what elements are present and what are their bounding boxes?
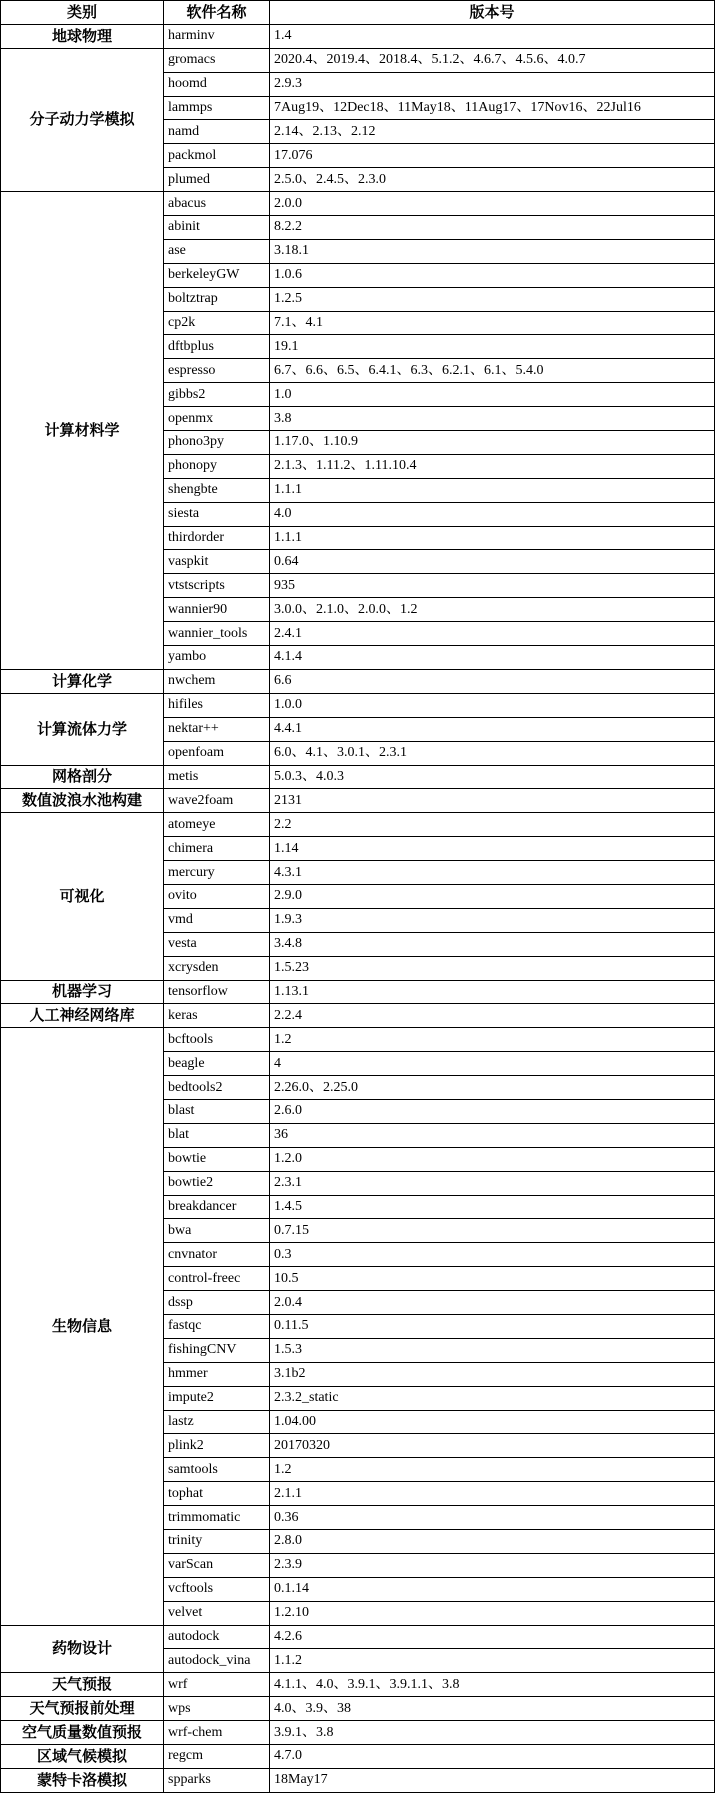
version-cell: 6.0、4.1、3.0.1、2.3.1: [270, 741, 715, 765]
category-cell: 计算流体力学: [1, 693, 164, 765]
software-name-cell: bowtie2: [164, 1171, 270, 1195]
software-name-cell: lammps: [164, 96, 270, 120]
version-cell: 2.3.1: [270, 1171, 715, 1195]
software-name-cell: abinit: [164, 216, 270, 240]
version-cell: 18May17: [270, 1768, 715, 1792]
software-name-cell: namd: [164, 120, 270, 144]
table-row: [1, 48, 715, 72]
software-name-cell: nwchem: [164, 669, 270, 693]
software-name-cell: openmx: [164, 407, 270, 431]
software-name-cell: nektar++: [164, 717, 270, 741]
version-cell: 10.5: [270, 1267, 715, 1291]
software-name-cell: abacus: [164, 192, 270, 216]
software-name-cell: blat: [164, 1123, 270, 1147]
software-name-cell: wannier90: [164, 598, 270, 622]
category-cell: 可视化: [1, 813, 164, 980]
version-cell: 1.5.3: [270, 1338, 715, 1362]
software-name-cell: bwa: [164, 1219, 270, 1243]
software-name-cell: trimmomatic: [164, 1506, 270, 1530]
version-cell: 8.2.2: [270, 216, 715, 240]
version-cell: 0.7.15: [270, 1219, 715, 1243]
version-cell: 2.8.0: [270, 1530, 715, 1554]
version-cell: 0.36: [270, 1506, 715, 1530]
version-cell: 1.04.00: [270, 1410, 715, 1434]
version-cell: 7.1、4.1: [270, 311, 715, 335]
software-name-cell: vmd: [164, 908, 270, 932]
software-name-cell: trinity: [164, 1530, 270, 1554]
software-name-cell: vesta: [164, 932, 270, 956]
version-header: 版本号: [270, 1, 715, 25]
category-cell: 生物信息: [1, 1028, 164, 1625]
software-name-cell: vaspkit: [164, 550, 270, 574]
table-row: [1, 1768, 715, 1792]
category-cell: 分子动力学模拟: [1, 48, 164, 191]
software-name-cell: impute2: [164, 1386, 270, 1410]
version-cell: 2.5.0、2.4.5、2.3.0: [270, 168, 715, 192]
software-name-cell: spparks: [164, 1768, 270, 1792]
version-cell: 2.2.4: [270, 1004, 715, 1028]
software-name-cell: berkeleyGW: [164, 263, 270, 287]
table-row: [1, 192, 715, 216]
version-cell: 4.1.1、4.0、3.9.1、3.9.1.1、3.8: [270, 1673, 715, 1697]
version-cell: 0.64: [270, 550, 715, 574]
version-cell: 1.9.3: [270, 908, 715, 932]
software-name-cell: atomeye: [164, 813, 270, 837]
version-cell: 1.4.5: [270, 1195, 715, 1219]
table-row: [1, 1004, 715, 1028]
version-cell: 935: [270, 574, 715, 598]
version-cell: 19.1: [270, 335, 715, 359]
software-name-cell: fishingCNV: [164, 1338, 270, 1362]
version-cell: 2.26.0、2.25.0: [270, 1076, 715, 1100]
table-body: [1, 24, 715, 1792]
table-row: [1, 980, 715, 1004]
table-row: [1, 693, 715, 717]
table-row: [1, 765, 715, 789]
version-cell: 1.0.0: [270, 693, 715, 717]
category-cell: 计算化学: [1, 669, 164, 693]
software-name-cell: espresso: [164, 359, 270, 383]
table-row: [1, 813, 715, 837]
software-name-cell: ase: [164, 239, 270, 263]
version-cell: 2.14、2.13、2.12: [270, 120, 715, 144]
software-header: 软件名称: [164, 1, 270, 25]
software-name-cell: vcftools: [164, 1577, 270, 1601]
software-name-cell: wrf-chem: [164, 1721, 270, 1745]
software-name-cell: wps: [164, 1697, 270, 1721]
software-name-cell: tophat: [164, 1482, 270, 1506]
software-name-cell: wannier_tools: [164, 622, 270, 646]
version-cell: 1.2.10: [270, 1601, 715, 1625]
software-name-cell: keras: [164, 1004, 270, 1028]
version-cell: 36: [270, 1123, 715, 1147]
software-name-cell: hifiles: [164, 693, 270, 717]
version-cell: 0.3: [270, 1243, 715, 1267]
software-name-cell: thirdorder: [164, 526, 270, 550]
version-cell: 1.1.1: [270, 478, 715, 502]
software-name-cell: xcrysden: [164, 956, 270, 980]
software-name-cell: metis: [164, 765, 270, 789]
category-cell: 药物设计: [1, 1625, 164, 1673]
category-cell: 数值波浪水池构建: [1, 789, 164, 813]
version-cell: 3.0.0、2.1.0、2.0.0、1.2: [270, 598, 715, 622]
version-cell: 2.2: [270, 813, 715, 837]
software-name-cell: hmmer: [164, 1362, 270, 1386]
version-cell: 2.1.3、1.11.2、1.11.10.4: [270, 454, 715, 478]
category-header: 类别: [1, 1, 164, 25]
version-cell: 3.18.1: [270, 239, 715, 263]
software-name-cell: tensorflow: [164, 980, 270, 1004]
table-row: [1, 1028, 715, 1052]
software-name-cell: velvet: [164, 1601, 270, 1625]
version-cell: 1.2: [270, 1458, 715, 1482]
version-cell: 1.1.2: [270, 1649, 715, 1673]
table-header: [1, 1, 715, 25]
category-cell: 网格剖分: [1, 765, 164, 789]
table-row: [1, 1745, 715, 1769]
version-cell: 1.2.5: [270, 287, 715, 311]
version-cell: 2.3.9: [270, 1553, 715, 1577]
software-name-cell: bedtools2: [164, 1076, 270, 1100]
software-name-cell: varScan: [164, 1553, 270, 1577]
software-name-cell: wave2foam: [164, 789, 270, 813]
version-cell: 1.2: [270, 1028, 715, 1052]
version-cell: 2020.4、2019.4、2018.4、5.1.2、4.6.7、4.5.6、4.0.7: [270, 48, 715, 72]
version-cell: 4.3.1: [270, 861, 715, 885]
version-cell: 2.4.1: [270, 622, 715, 646]
software-name-cell: bcftools: [164, 1028, 270, 1052]
category-cell: 天气预报: [1, 1673, 164, 1697]
table-row: [1, 1625, 715, 1649]
software-name-cell: plumed: [164, 168, 270, 192]
software-name-cell: phonopy: [164, 454, 270, 478]
header-row: [1, 1, 715, 25]
software-name-cell: autodock: [164, 1625, 270, 1649]
version-cell: 3.1b2: [270, 1362, 715, 1386]
category-cell: 蒙特卡洛模拟: [1, 1768, 164, 1792]
software-name-cell: autodock_vina: [164, 1649, 270, 1673]
version-cell: 17.076: [270, 144, 715, 168]
version-cell: 0.11.5: [270, 1314, 715, 1338]
version-cell: 2131: [270, 789, 715, 813]
version-cell: 1.0: [270, 383, 715, 407]
version-cell: 0.1.14: [270, 1577, 715, 1601]
version-cell: 1.1.1: [270, 526, 715, 550]
software-name-cell: openfoam: [164, 741, 270, 765]
software-name-cell: beagle: [164, 1052, 270, 1076]
version-cell: 4.4.1: [270, 717, 715, 741]
software-name-cell: hoomd: [164, 72, 270, 96]
software-name-cell: ovito: [164, 884, 270, 908]
version-cell: 20170320: [270, 1434, 715, 1458]
version-cell: 2.0.0: [270, 192, 715, 216]
software-name-cell: plink2: [164, 1434, 270, 1458]
version-cell: 2.6.0: [270, 1099, 715, 1123]
table-row: [1, 1721, 715, 1745]
software-name-cell: vtstscripts: [164, 574, 270, 598]
version-cell: 1.13.1: [270, 980, 715, 1004]
version-cell: 7Aug19、12Dec18、11May18、11Aug17、17Nov16、22Jul16: [270, 96, 715, 120]
version-cell: 4: [270, 1052, 715, 1076]
software-name-cell: wrf: [164, 1673, 270, 1697]
software-name-cell: mercury: [164, 861, 270, 885]
version-cell: 4.0、3.9、38: [270, 1697, 715, 1721]
version-cell: 1.2.0: [270, 1147, 715, 1171]
version-cell: 3.4.8: [270, 932, 715, 956]
category-cell: 人工神经网络库: [1, 1004, 164, 1028]
version-cell: 1.0.6: [270, 263, 715, 287]
software-name-cell: yambo: [164, 646, 270, 670]
version-cell: 6.7、6.6、6.5、6.4.1、6.3、6.2.1、6.1、5.4.0: [270, 359, 715, 383]
software-name-cell: dftbplus: [164, 335, 270, 359]
version-cell: 4.7.0: [270, 1745, 715, 1769]
software-name-cell: packmol: [164, 144, 270, 168]
version-cell: 1.5.23: [270, 956, 715, 980]
software-name-cell: cnvnator: [164, 1243, 270, 1267]
version-cell: 5.0.3、4.0.3: [270, 765, 715, 789]
software-name-cell: harminv: [164, 24, 270, 48]
software-name-cell: regcm: [164, 1745, 270, 1769]
version-cell: 3.8: [270, 407, 715, 431]
version-cell: 3.9.1、3.8: [270, 1721, 715, 1745]
software-name-cell: bowtie: [164, 1147, 270, 1171]
version-cell: 1.14: [270, 837, 715, 861]
software-name-cell: dssp: [164, 1291, 270, 1315]
version-cell: 2.1.1: [270, 1482, 715, 1506]
software-name-cell: control-freec: [164, 1267, 270, 1291]
table-row: [1, 1673, 715, 1697]
category-cell: 区域气候模拟: [1, 1745, 164, 1769]
software-name-cell: shengbte: [164, 478, 270, 502]
version-cell: 2.3.2_static: [270, 1386, 715, 1410]
version-cell: 1.4: [270, 24, 715, 48]
version-cell: 2.9.0: [270, 884, 715, 908]
software-name-cell: fastqc: [164, 1314, 270, 1338]
software-name-cell: siesta: [164, 502, 270, 526]
version-cell: 2.9.3: [270, 72, 715, 96]
software-name-cell: gibbs2: [164, 383, 270, 407]
software-name-cell: chimera: [164, 837, 270, 861]
software-name-cell: boltztrap: [164, 287, 270, 311]
version-cell: 2.0.4: [270, 1291, 715, 1315]
software-name-cell: phono3py: [164, 431, 270, 455]
table-row: [1, 669, 715, 693]
category-cell: 计算材料学: [1, 192, 164, 670]
software-name-cell: breakdancer: [164, 1195, 270, 1219]
category-cell: 天气预报前处理: [1, 1697, 164, 1721]
software-name-cell: samtools: [164, 1458, 270, 1482]
version-cell: 4.2.6: [270, 1625, 715, 1649]
category-cell: 机器学习: [1, 980, 164, 1004]
version-cell: 4.0: [270, 502, 715, 526]
version-cell: 1.17.0、1.10.9: [270, 431, 715, 455]
category-cell: 空气质量数值预报: [1, 1721, 164, 1745]
software-name-cell: lastz: [164, 1410, 270, 1434]
table-row: [1, 789, 715, 813]
software-name-cell: cp2k: [164, 311, 270, 335]
software-name-cell: gromacs: [164, 48, 270, 72]
table-row: [1, 24, 715, 48]
version-cell: 6.6: [270, 669, 715, 693]
table-row: [1, 1697, 715, 1721]
category-cell: 地球物理: [1, 24, 164, 48]
version-cell: 4.1.4: [270, 646, 715, 670]
software-name-cell: blast: [164, 1099, 270, 1123]
